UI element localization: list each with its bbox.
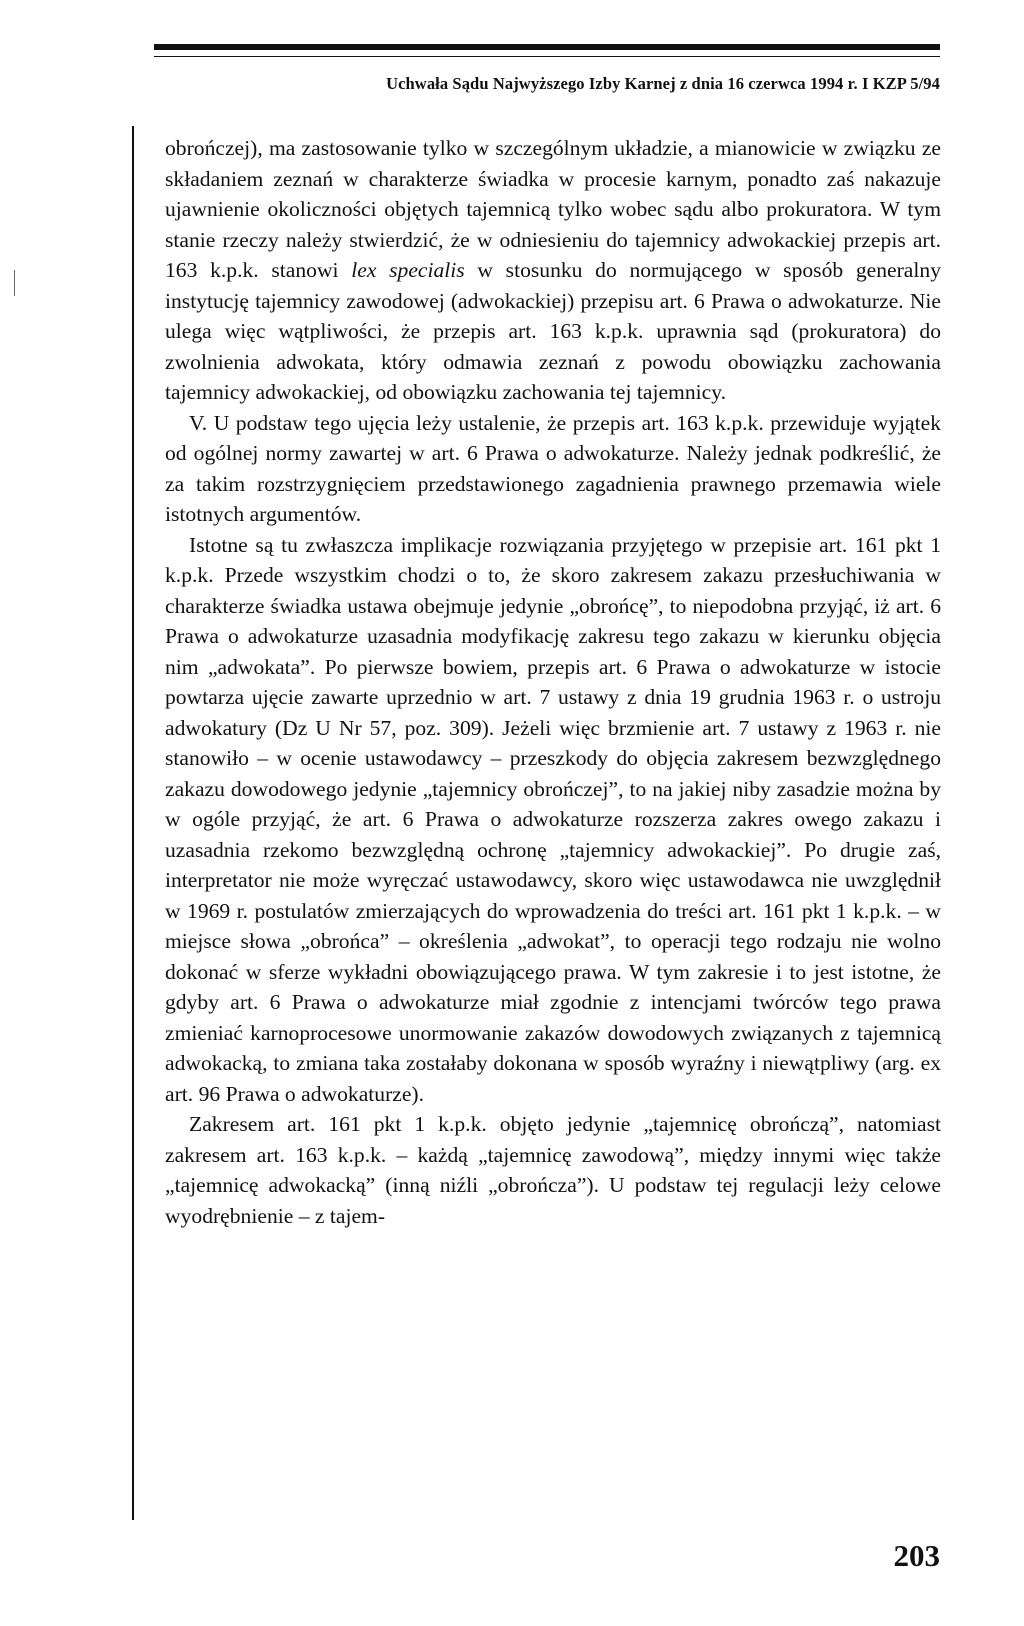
body-text <box>165 133 941 1231</box>
paragraph-1 <box>165 133 941 408</box>
page-number: 203 <box>893 1538 940 1573</box>
margin-tick <box>14 270 15 296</box>
paragraph-2: V. U podstaw tego ujęcia leży ustalenie, że przepis art. 163 k.p.k. przewiduje wyjątek od ogólnej normy zawartej w art. 6 Prawa o adwokaturze. Należy jednak podkreślić, że za takim rozstrzygnięciem przedstawionego zagadnienia prawnego przemawia wiele istotnych argumentów. <box>165 410 941 526</box>
paragraph-3: Istotne są tu zwłaszcza implikacje rozwiązania przyjętego w przepisie art. 161 pkt 1 k.p.k. Przede wszystkim chodzi o to, że skoro zakresem zakazu przesłuchiwania w charakterze świadka ustawa obejmuje jedynie „obrońcę”, to niepodobna przyjąć, iż art. 6 Prawa o adwokaturze uzasadnia modyfikację zakresu tego zakazu w kierunku objęcia nim „adwokata”. Po pierwsze bowiem, przepis art. 6 Prawa o adwokaturze w istocie powtarza ujęcie zawarte uprzednio w art. 7 ustawy z dnia 19 grudnia 1963 r. o ustroju adwokatury (Dz U Nr 57, poz. 309). Jeżeli więc brzmienie art. 7 ustawy z 1963 r. nie stanowiło – w ocenie ustawodawcy – przeszkody do objęcia zakresem bezwzględnego zakazu dowodowego jedynie „tajemnicy obrończej”, to na jakiej niby zasadzie można by w ogóle przyjąć, że art. 6 Prawa o adwokaturze rozszerza zakres owego zakazu i uzasadnia rzekomo bezwzględną ochronę „tajemnicy adwokackiej”. Po drugie zaś, interpretator nie może wyręczać ustawodawcy, skoro więc ustawodawca nie uwzględnił w 1969 r. postulatów zmierzających do wprowadzenia do treści art. 161 pkt 1 k.p.k. – w miejsce słowa „obrońca” – określenia „adwokat”, to operacji tego rodzaju nie wolno dokonać w sferze wykładni obowiązującego prawa. W tym zakresie i to jest istotne, że gdyby art. 6 Prawa o adwokaturze miał zgodnie z intencjami twórców tego prawa zmieniać karnoprocesowe unormowanie zakazów dowodowych związanych z tajemnicą adwokacką, to zmiana taka zostałaby dokonana w sposób wyraźny i niewątpliwy (arg. ex art. 96 Prawa o adwokaturze). <box>165 532 941 1106</box>
paragraph-1-italic: lex specialis <box>351 258 465 282</box>
header-rule-thick <box>154 44 940 50</box>
running-head: Uchwała Sądu Najwyższego Izby Karnej z dnia 16 czerwca 1994 r. I KZP 5/94 <box>386 74 940 93</box>
paragraph-4: Zakresem art. 161 pkt 1 k.p.k. objęto jedynie „tajemnicę obrończą”, natomiast zakresem art. 163 k.p.k. – każdą „tajemnicę zawodową”, między innymi więc także „tajemnicę adwokacką” (inną niźli „obrończa”). U podstaw tej regulacji leży celowe wyodrębnienie – z tajem- <box>165 1112 941 1228</box>
paragraph-1-tail: w stosunku do normującego w sposób generalny instytucję tajemnicy zawodowej (adwokackiej) przepisu art. 6 Prawa o adwokaturze. Nie ulega więc wątpliwości, że przepis art. 163 k.p.k. uprawnia sąd (prokuratora) do zwolnienia adwokata, który odmawia zeznań z powodu obowiązku zachowania tajemnicy adwokackiej, od obowiązku zachowania tej tajemnicy. <box>165 258 941 404</box>
margin-bar <box>132 126 134 1520</box>
header-rule-thin <box>154 56 940 57</box>
paragraph-1-text: obrończej), ma zastosowanie tylko w szczególnym układzie, a mianowicie w związku ze składaniem zeznań w charakterze świadka w procesie karnym, ponadto zaś nakazuje ujawnienie okoliczności objętych tajemnicą tylko wobec sądu albo prokuratora. W tym stanie rzeczy należy stwierdzić, że w odniesieniu do tajemnicy adwokackiej przepis art. 163 k.p.k. stanowi <box>165 136 941 282</box>
